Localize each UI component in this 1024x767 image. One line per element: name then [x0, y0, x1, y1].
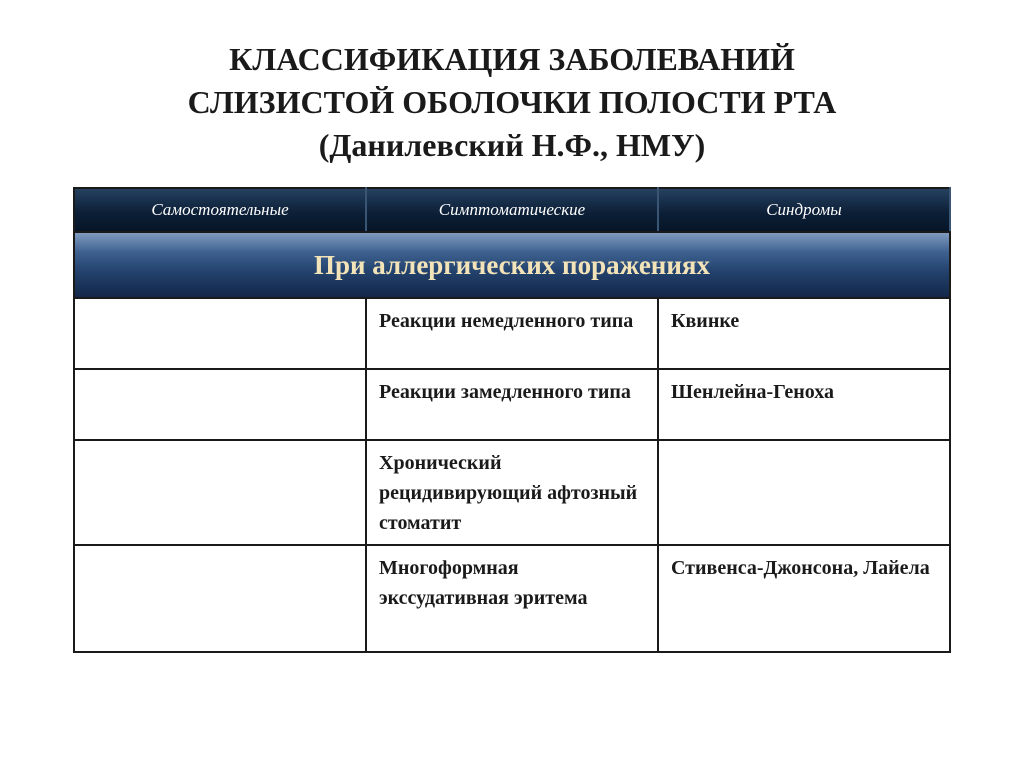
slide-title [0, 38, 1024, 167]
cell-symptomatic: Хронический рецидивирующий афтозный стоматит [366, 440, 658, 545]
table-group-row [74, 232, 950, 298]
table-row [74, 298, 950, 369]
cell-independent [74, 545, 366, 652]
cell-symptomatic: Многоформная экссудативная эритема [366, 545, 658, 652]
title-line-1: КЛАССИФИКАЦИЯ ЗАБОЛЕВАНИЙ [229, 41, 795, 77]
cell-syndromes: Стивенса-Джонсона, Лайела [658, 545, 950, 652]
cell-syndromes: Квинке [658, 298, 950, 369]
header-symptomatic: Симптоматические [366, 188, 658, 232]
table-header-row [74, 188, 950, 232]
cell-syndromes: Шенлейна-Геноха [658, 369, 950, 440]
title-line-2: СЛИЗИСТОЙ ОБОЛОЧКИ ПОЛОСТИ РТА [187, 84, 837, 120]
classification-table [73, 187, 951, 653]
table-row [74, 545, 950, 652]
title-line-3: (Данилевский Н.Ф., НМУ) [318, 127, 706, 163]
cell-independent [74, 369, 366, 440]
header-independent: Самостоятельные [74, 188, 366, 232]
cell-symptomatic: Реакции замедленного типа [366, 369, 658, 440]
table-row [74, 369, 950, 440]
cell-symptomatic: Реакции немедленного типа [366, 298, 658, 369]
cell-syndromes [658, 440, 950, 545]
cell-independent [74, 440, 366, 545]
table-row [74, 440, 950, 545]
cell-independent [74, 298, 366, 369]
header-syndromes: Синдромы [658, 188, 950, 232]
group-title: При аллергических поражениях [74, 232, 950, 298]
